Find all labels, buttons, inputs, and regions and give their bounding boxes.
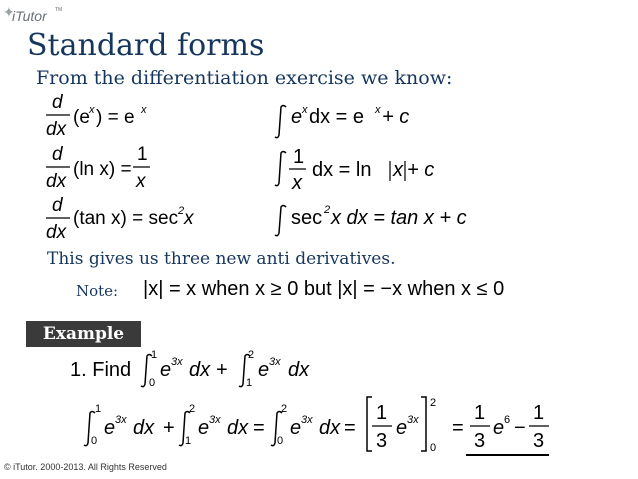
- integrand-dx: dx: [319, 417, 341, 439]
- integrand-base: e: [104, 417, 116, 439]
- deriv-sup: 2: [178, 205, 185, 217]
- integrand-exp: 3x: [171, 356, 183, 368]
- example-badge: [26, 321, 141, 347]
- deriv-sup: x: [89, 104, 95, 116]
- result-frac-num: 1: [533, 402, 545, 424]
- svg-text:=: =: [344, 417, 356, 439]
- integrand-dx: dx: [227, 417, 249, 439]
- svg-text:=: =: [452, 417, 464, 439]
- bound-upper: 2: [189, 403, 196, 415]
- bound-lower: 0: [277, 435, 284, 447]
- integral-rest: dx = ln: [312, 159, 372, 181]
- bracket-upper: 2: [430, 397, 437, 409]
- logo-star-icon: ✦: [3, 4, 15, 20]
- integral-reciprocal: [275, 146, 434, 194]
- deriv-rest: ) = e: [96, 107, 135, 128]
- integral-rest: x dx = tan x + c: [331, 207, 467, 229]
- integrand-base: e: [160, 359, 172, 381]
- deriv-expr: (e: [73, 107, 90, 128]
- svg-text:+: +: [163, 417, 175, 439]
- bound-upper: 1: [151, 349, 158, 361]
- deriv-expr: (tan x) = sec: [73, 208, 179, 229]
- integrand-dx: dx: [133, 417, 155, 439]
- slide-title: Standard forms: [27, 28, 265, 63]
- deriv-num: d: [52, 195, 63, 216]
- integrand-exp: 3x: [209, 414, 221, 426]
- bound-upper: 2: [281, 403, 288, 415]
- deriv-num: d: [52, 92, 63, 113]
- integrand-exp: 3x: [115, 414, 127, 426]
- integral-tail: + c: [382, 106, 410, 128]
- integral-tail: + c: [407, 159, 435, 181]
- copyright-footer: © iTutor. 2000-2013. All Rights Reserved: [4, 462, 167, 472]
- bound-lower: 0: [149, 377, 156, 389]
- integrand-dx: dx: [189, 359, 211, 381]
- derivative-exp: [46, 92, 147, 140]
- deriv-expr: (ln x) =: [73, 159, 132, 180]
- bound-lower: 1: [185, 435, 192, 447]
- find-label: 1. Find: [70, 359, 132, 381]
- deriv-rest: x: [184, 208, 194, 229]
- integral-body: e: [291, 106, 303, 128]
- integrand-base: e: [258, 359, 270, 381]
- integrand-exp: 3x: [269, 356, 281, 368]
- derivative-ln: [46, 144, 150, 192]
- integrand-base: e: [198, 417, 210, 439]
- solution-frac-num: 1: [376, 402, 388, 424]
- derivative-tan: [46, 195, 195, 243]
- integrand-dx: dx: [288, 359, 310, 381]
- integrand-base: e: [290, 417, 302, 439]
- anti-derivative-note: This gives us three new anti derivatives.: [47, 249, 396, 269]
- integral-frac-den: x: [292, 172, 302, 194]
- svg-text:−: −: [514, 417, 526, 439]
- result-frac-den: 3: [474, 430, 486, 452]
- bound-lower: 1: [246, 377, 253, 389]
- solution-exp: 3x: [407, 414, 419, 426]
- bound-upper: 1: [95, 403, 102, 415]
- deriv-den: dx: [46, 119, 67, 140]
- svg-text:=: =: [253, 417, 265, 439]
- deriv-den: dx: [46, 171, 67, 192]
- bound-upper: 2: [248, 349, 255, 361]
- logo-trademark: TM: [55, 7, 63, 13]
- solution-line: [84, 397, 549, 455]
- deriv-rsup: x: [141, 104, 147, 116]
- deriv-num: d: [52, 144, 63, 165]
- result-frac-den: 3: [533, 430, 545, 452]
- solution-e: e: [396, 417, 408, 439]
- result-e-exp: 6: [504, 414, 511, 426]
- result-e: e: [493, 417, 505, 439]
- deriv-den: dx: [46, 222, 67, 243]
- deriv-frac-den: x: [136, 171, 146, 192]
- logo-wordmark: iTutor: [12, 8, 47, 24]
- integral-abs: x: [393, 159, 403, 181]
- integral-body: sec: [291, 207, 323, 229]
- bound-lower: 0: [91, 435, 98, 447]
- integral-sec: [275, 204, 467, 236]
- integrand-exp: 3x: [301, 414, 313, 426]
- integral-sup: x: [302, 104, 308, 116]
- result-frac-num: 1: [474, 402, 486, 424]
- example-badge-label: Example: [42, 324, 125, 344]
- integral-sup: 2: [324, 204, 331, 216]
- note-label: Note:: [76, 282, 119, 300]
- svg-text:+: +: [216, 359, 228, 381]
- bracket-lower: 0: [430, 442, 437, 454]
- find-problem: [70, 349, 310, 389]
- solution-frac-den: 3: [376, 430, 388, 452]
- integral-frac-num: 1: [293, 146, 305, 168]
- note-math: |x| = x when x ≥ 0 but |x| = −x when x ≤ 0: [143, 278, 505, 300]
- integral-rsup: x: [375, 104, 381, 116]
- integral-rest: dx = e: [309, 106, 365, 128]
- intro-text: From the differentiation exercise we know:: [36, 67, 453, 89]
- deriv-frac-num: 1: [137, 144, 148, 165]
- integral-exp: [275, 104, 409, 138]
